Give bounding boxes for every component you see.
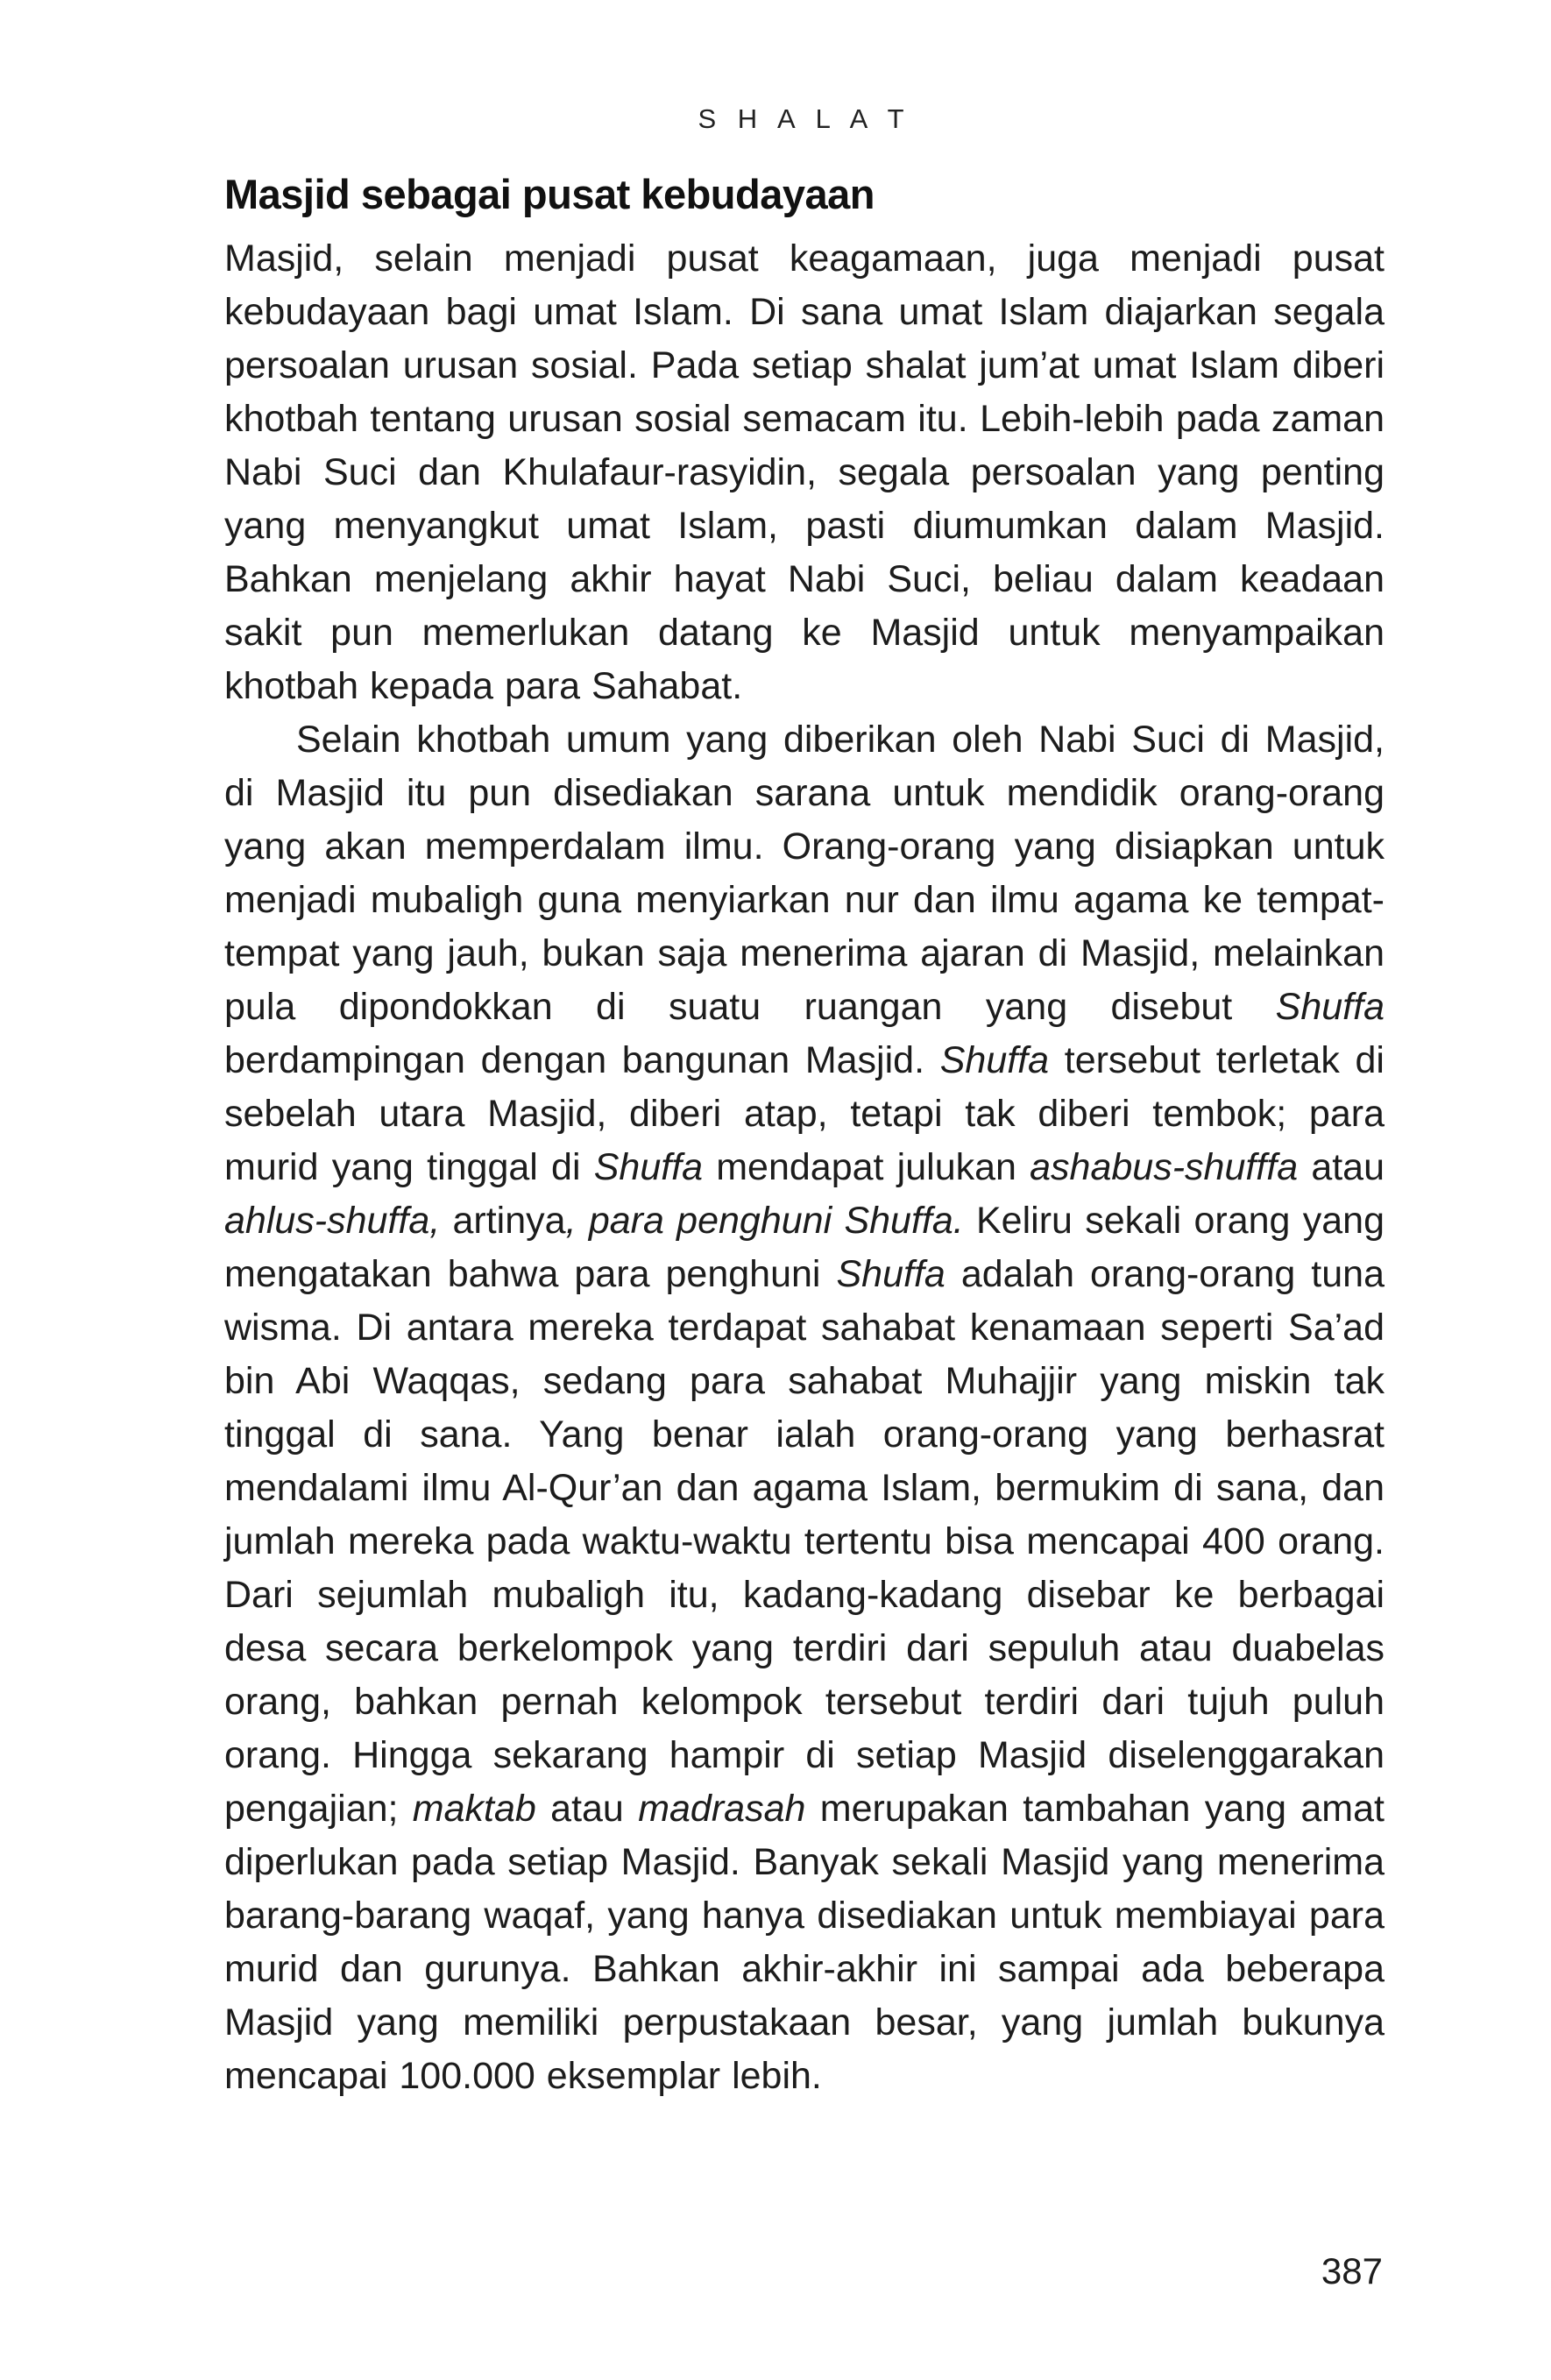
body-paragraph: Selain khotbah umum yang diberikan oleh Nabi Suci di Masjid, di Masjid itu pun disediakan sarana untuk mendidik orang-orang yang akan memperdalam ilmu. Orang-orang yang disiapkan untuk menjadi mubaligh guna menyiarkan nur dan ilmu agama ke tempat-tempat yang jauh, bukan saja menerima ajaran di Masjid, melainkan pula dipondokkan di suatu ruangan yang disebut Shuffa berdampingan dengan bangunan Masjid. Shuffa tersebut terletak di sebelah utara Masjid, diberi atap, tetapi tak diberi tembok; para murid yang tinggal di Shuffa mendapat julukan ashabus-shufffa atau ahlus-shuffa, artinya, para penghuni Shuffa. Keliru sekali orang yang mengatakan bahwa para penghuni Shuffa adalah orang-orang tuna wisma. Di antara mereka terdapat sahabat kenamaan seperti Sa’ad bin Abi Waqqas, sedang para sahabat Muhajjir yang miskin tak tinggal di sana. Yang benar ialah orang-orang yang berhasrat mendalami ilmu Al-Qur’an dan agama Islam, bermukim di sana, dan jumlah mereka pada waktu-waktu tertentu bisa mencapai 400 orang. Dari sejumlah mubaligh itu, kadang-kadang disebar ke berbagai desa secara berkelompok yang terdiri dari sepuluh atau duabelas orang, bahkan pernah kelompok tersebut terdiri dari tujuh puluh orang. Hingga sekarang hampir di setiap Masjid diselenggarakan pengajian; maktab atau madrasah merupakan tambahan yang amat diperlukan pada setiap Masjid. Banyak sekali Masjid yang menerima barang-barang waqaf, yang hanya disediakan untuk membiayai para murid dan gurunya. Bahkan akhir-akhir ini sampai ada beberapa Masjid yang memiliki perpustakaan besar, yang jumlah bukunya mencapai 100.000 eksemplar lebih. [224,719,1385,2097]
body-text [224,232,1385,2103]
page-number: 387 [1321,2250,1383,2291]
running-header: S H A L A T [698,103,911,134]
body-paragraph: Masjid, selain menjadi pusat keagamaan, juga menjadi pusat kebudayaan bagi umat Islam. Di sana umat Islam diajarkan segala persoalan urusan sosial. Pada setiap shalat jum’at umat Islam diberi khotbah tentang urusan sosial semacam itu. Lebih-lebih pada zaman Nabi Suci dan Khulafaur-rasyidin, segala persoalan yang penting yang menyangkut umat Islam, pasti diumumkan dalam Masjid. Bahkan menjelang akhir hayat Nabi Suci, beliau dalam keadaan sakit pun memerlukan datang ke Masjid untuk menyampaikan khotbah kepada para Sahabat. [224,237,1385,707]
section-heading: Masjid sebagai pusat kebudayaan [224,171,875,217]
text-block [224,103,1385,2103]
